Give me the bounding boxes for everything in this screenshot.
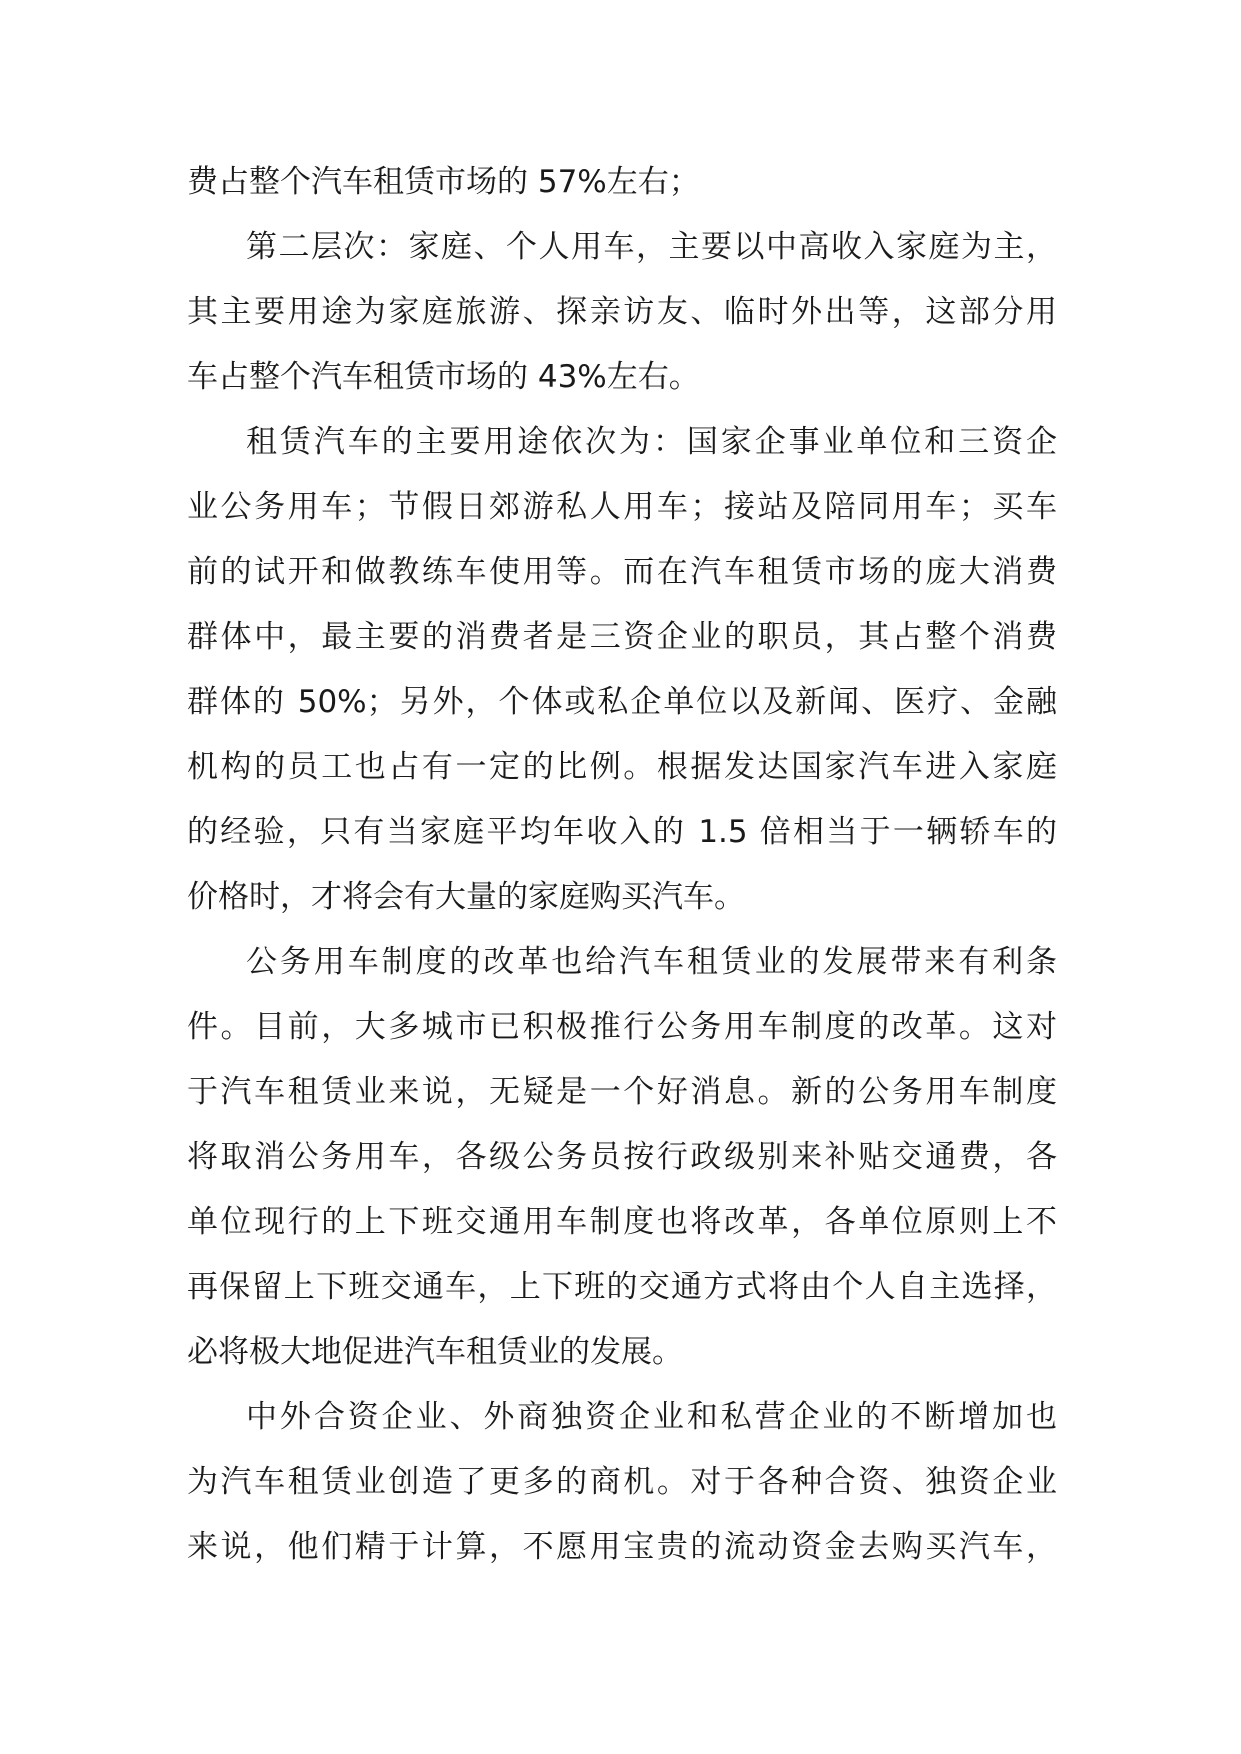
text-line: 群体中，最主要的消费者是三资企业的职员，其占整个消费	[187, 619, 1057, 655]
text-line: 价格时，才将会有大量的家庭购买汽车。	[187, 879, 745, 915]
text-line: 为汽车租赁业创造了更多的商机。对于各种合资、独资企业	[187, 1464, 1057, 1500]
paragraph	[187, 410, 1057, 930]
body-text	[187, 150, 1057, 1580]
paragraph	[187, 1385, 1057, 1580]
text-line: 中外合资企业、外商独资企业和私营企业的不断增加也	[246, 1399, 1057, 1435]
text-line: 再保留上下班交通车，上下班的交通方式将由个人自主选择，	[187, 1269, 1057, 1305]
text-line: 费占整个汽车租赁市场的 57%左右；	[187, 164, 700, 200]
text-line: 公务用车制度的改革也给汽车租赁业的发展带来有利条	[246, 944, 1057, 980]
paragraph	[187, 150, 1057, 215]
text-line: 的经验，只有当家庭平均年收入的 1.5 倍相当于一辆轿车的	[187, 814, 1057, 850]
text-line: 租赁汽车的主要用途依次为：国家企事业单位和三资企	[246, 424, 1057, 460]
paragraph	[187, 930, 1057, 1385]
text-line: 车占整个汽车租赁市场的 43%左右。	[187, 359, 700, 395]
text-line: 第二层次：家庭、个人用车，主要以中高收入家庭为主，	[246, 229, 1057, 265]
text-line: 将取消公务用车，各级公务员按行政级别来补贴交通费，各	[187, 1139, 1057, 1175]
text-line: 必将极大地促进汽车租赁业的发展。	[187, 1334, 683, 1370]
text-line: 单位现行的上下班交通用车制度也将改革，各单位原则上不	[187, 1204, 1057, 1240]
text-line: 于汽车租赁业来说，无疑是一个好消息。新的公务用车制度	[187, 1074, 1057, 1110]
text-line: 来说，他们精于计算，不愿用宝贵的流动资金去购买汽车，	[187, 1529, 1057, 1565]
text-line: 群体的 50%；另外，个体或私企单位以及新闻、医疗、金融	[187, 684, 1057, 720]
paragraph	[187, 215, 1057, 410]
text-line: 业公务用车；节假日郊游私人用车；接站及陪同用车；买车	[187, 489, 1057, 525]
text-line: 件。目前，大多城市已积极推行公务用车制度的改革。这对	[187, 1009, 1057, 1045]
text-line: 其主要用途为家庭旅游、探亲访友、临时外出等，这部分用	[187, 294, 1057, 330]
text-line: 机构的员工也占有一定的比例。根据发达国家汽车进入家庭	[187, 749, 1057, 785]
text-line: 前的试开和做教练车使用等。而在汽车租赁市场的庞大消费	[187, 554, 1057, 590]
